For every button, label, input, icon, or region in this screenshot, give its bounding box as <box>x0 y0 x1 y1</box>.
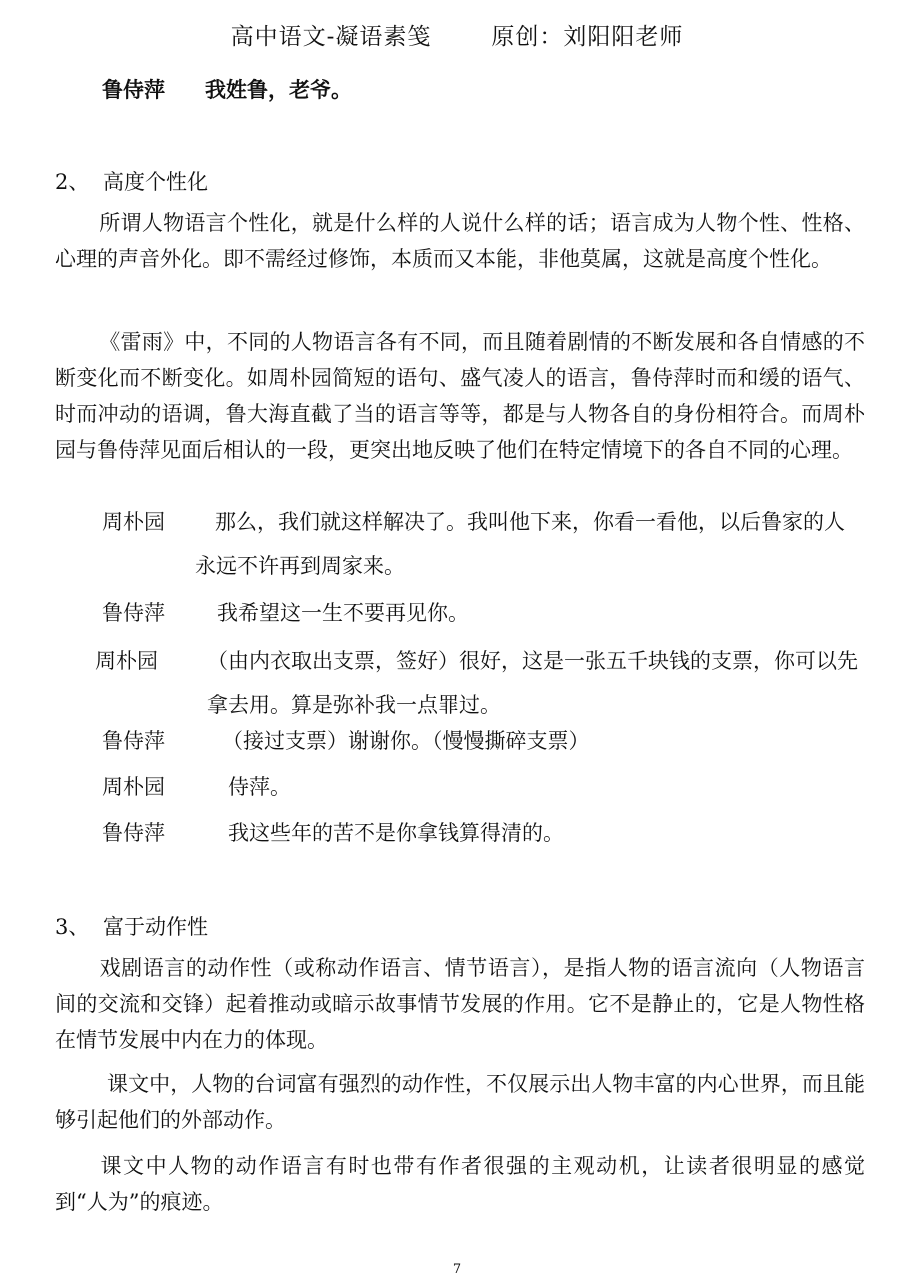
paragraph-text: 所谓人物语言个性化，就是什么样的人说什么样的话；语言成为人物个性、性格、心理的声音外化。即不需经过修饰，本质而又本能，非他莫属，这就是高度个性化。 <box>55 211 865 271</box>
paragraph <box>55 1148 865 1220</box>
section-number: 3、 <box>55 915 90 939</box>
speaker-name: 鲁侍萍 <box>102 821 165 845</box>
speaker-line: 侍萍。 <box>228 775 291 799</box>
speaker-line: 我姓鲁，老爷。 <box>205 77 352 102</box>
section-title: 富于动作性 <box>103 915 208 939</box>
section-number: 2、 <box>55 170 90 194</box>
speaker-name: 周朴园 <box>95 649 158 673</box>
speaker-name: 鲁侍萍 <box>102 729 165 753</box>
paragraph <box>55 1066 865 1138</box>
page-header <box>0 18 914 51</box>
paragraph-text: 课文中人物的动作语言有时也带有作者很强的主观动机，让读者很明显的感觉到“人为”的痕迹。 <box>55 1154 865 1214</box>
speaker-name: 周朴园 <box>102 775 165 799</box>
paragraph-text: 戏剧语言的动作性（或称动作语言、情节语言），是指人物的语言流向（人物语言间的交流和交锋）起着推动或暗示故事情节发展的作用。它不是静止的，它是人物性格在情节发展中内在力的体现。 <box>55 956 865 1052</box>
speaker-name: 鲁侍萍 <box>102 77 165 102</box>
page-number: 7 <box>452 1262 462 1277</box>
speaker-line: 那么，我们就这样解决了。我叫他下来，你看一看他，以后鲁家的人永远不许再到周家来。 <box>195 510 845 578</box>
header-author: 原创：刘阳阳老师 <box>491 24 684 50</box>
section-title: 高度个性化 <box>103 170 208 194</box>
speaker-line: （接过支票）谢谢你。（慢慢撕碎支票） <box>222 729 590 753</box>
speaker-line: 我这些年的苦不是你拿钱算得清的。 <box>228 821 564 845</box>
paragraph <box>55 950 865 1058</box>
paragraph-text: 《雷雨》中，不同的人物语言各有不同，而且随着剧情的不断发展和各自情感的不断变化而不断变化。如周朴园简短的语句、盛气凌人的语言，鲁侍萍时而和缓的语气、时而冲动的语调，鲁大海直截了当的语言等等，都是与人物各自的身份相符合。而周朴园与鲁侍萍见面后相认的一段，更突出地反映了他们在特定情境下的各自不同的心理。 <box>55 330 865 462</box>
speaker-line: 我希望这一生不要再见你。 <box>217 601 469 625</box>
speaker-line: （由内衣取出支票，签好）很好，这是一张五千块钱的支票，你可以先拿去用。算是弥补我一点罪过。 <box>207 649 858 717</box>
paragraph <box>55 205 865 277</box>
speaker-name: 鲁侍萍 <box>102 601 165 625</box>
paragraph <box>55 324 865 468</box>
paragraph-text: 课文中，人物的台词富有强烈的动作性，不仅展示出人物丰富的内心世界，而且能够引起他们的外部动作。 <box>55 1072 865 1132</box>
header-title: 高中语文-凝语素笺 <box>230 24 432 50</box>
speaker-name: 周朴园 <box>102 510 165 534</box>
